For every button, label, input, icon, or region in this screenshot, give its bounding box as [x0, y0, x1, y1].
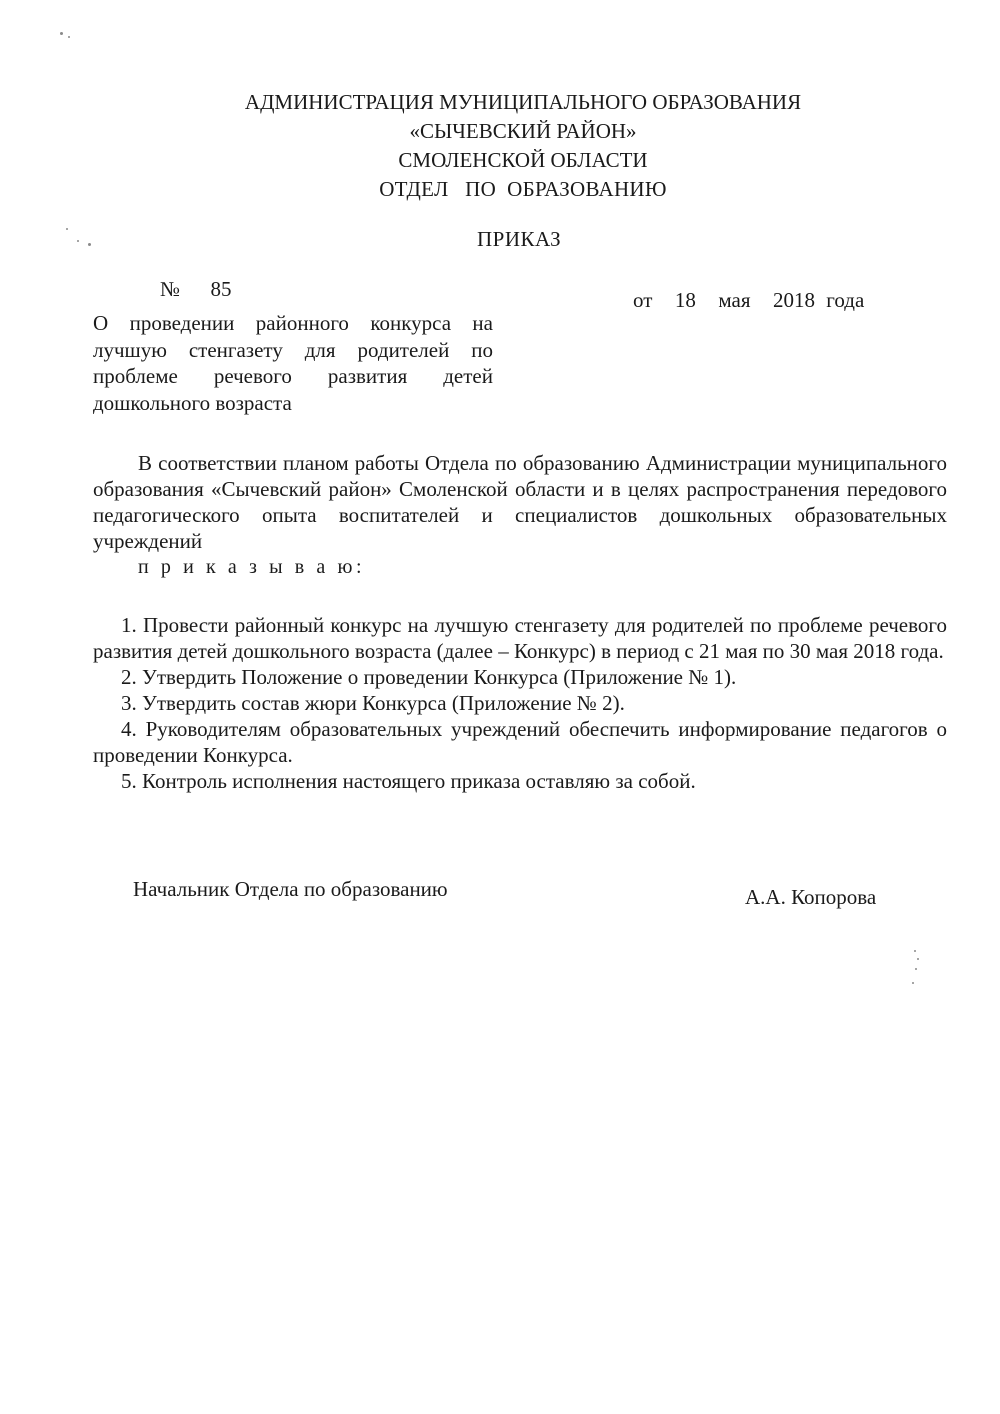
letterhead-line-4: ОТДЕЛ ПО ОБРАЗОВАНИЮ	[379, 177, 667, 201]
order-keyword: п р и к а з ы в а ю:	[138, 556, 366, 578]
order-subject: О проведении районного конкурса на лучшую стенгазету для родителей по проблеме речевого развития детей дошкольного возраста	[93, 311, 493, 415]
letterhead-line-3: СМОЛЕНСКОЙ ОБЛАСТИ	[398, 148, 648, 172]
scan-speck	[77, 240, 79, 242]
letterhead-line-2: «СЫЧЕВСКИЙ РАЙОН»	[409, 119, 637, 143]
document-title: ПРИКАЗ	[477, 227, 562, 251]
signatory-name: А.А. Копорова	[745, 885, 877, 909]
order-item-4: 4. Руководителям образовательных учреждений обеспечить информирование педагогов о проведении Конкурса.	[93, 717, 947, 767]
scan-speck	[914, 950, 916, 952]
order-date: от 18 мая 2018 года	[633, 288, 865, 312]
order-item-2: 2. Утвердить Положение о проведении Конкурса (Приложение № 1).	[121, 665, 737, 689]
order-item-3: 3. Утвердить состав жюри Конкурса (Приложение № 2).	[121, 691, 625, 715]
order-item-1: 1. Провести районный конкурс на лучшую стенгазету для родителей по проблеме речевого развития детей дошкольного возраста (далее – Конкурс) в период с 21 мая по 30 мая 2018 года.	[93, 613, 947, 663]
scan-speck	[915, 968, 917, 970]
signatory-title: Начальник Отдела по образованию	[133, 877, 448, 901]
scan-speck	[912, 982, 914, 984]
scan-speck	[66, 228, 68, 230]
letterhead-line-1: АДМИНИСТРАЦИЯ МУНИЦИПАЛЬНОГО ОБРАЗОВАНИЯ	[244, 90, 802, 114]
scan-speck	[68, 36, 70, 38]
scan-speck	[917, 958, 919, 960]
letterhead	[0, 88, 1000, 204]
scan-speck	[60, 32, 63, 35]
order-item-5: 5. Контроль исполнения настоящего приказа оставляю за собой.	[121, 769, 696, 793]
order-items-list	[93, 612, 947, 794]
scan-speck	[88, 243, 91, 246]
order-number: № 85	[160, 277, 232, 301]
preamble-paragraph: В соответствии планом работы Отдела по образованию Администрации муниципального образования «Сычевский район» Смоленской области и в целях распространения передового педагогического опыта воспитателей и специалистов дошкольных образовательных учреждений	[93, 451, 947, 553]
